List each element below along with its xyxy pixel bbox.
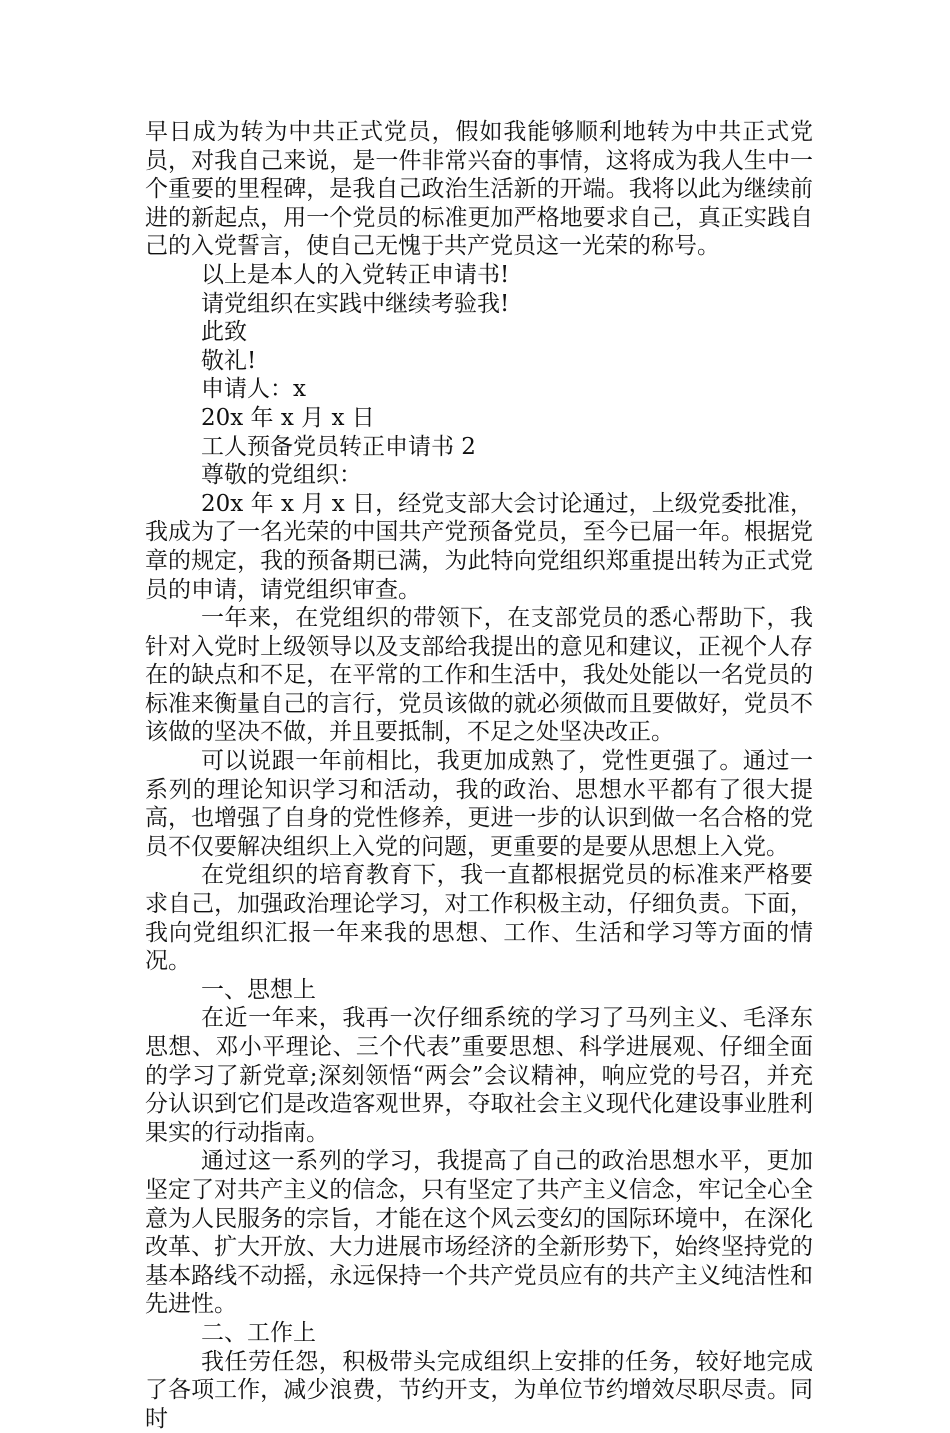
section-title: 工人预备党员转正申请书 2 bbox=[201, 433, 476, 460]
paragraph-closing-statement: 以上是本人的入党转正申请书! bbox=[201, 261, 510, 288]
greeting: 尊敬的党组织： bbox=[201, 462, 362, 489]
paragraph: 通过这一系列的学习，我提高了自己的政治思想水平，更加坚定了对共产主义的信念，只有坚定了共产主义信念，牢记全心全意为人民服务的宗旨，才能在这个风云变幻的国际环境中，在深化改革、扩大开放、大力进展市场经济的全新形势下，始终坚持党的基本路线不动摇，永远保持一个共产党员应有的共产主义纯洁性和先进性。 bbox=[145, 1148, 813, 1318]
paragraph: 20x 年 x 月 x 日，经党支部大会讨论通过，上级党委批准，我成为了一名光荣的中国共产党预备党员，至今已届一年。根据党章的规定，我的预备期已满，为此特向党组织郑重提出转为正式党员的申请，请党组织审查。 bbox=[145, 490, 813, 603]
paragraph: 在近一年来，我再一次仔细系统的学习了马列主义、毛泽东思想、邓小平理论、三个代表”重要思想、科学进展观、仔细全面的学习了新党章;深刻领悟“两会”会议精神，响应党的号召，并充分认识到它们是改造客观世界，夺取社会主义现代化建设事业胜利果实的行动指南。 bbox=[145, 1005, 813, 1146]
salutation-cizhi: 此致 bbox=[201, 319, 247, 346]
paragraph-continuation: 早日成为转为中共正式党员，假如我能够顺利地转为中共正式党员，对我自己来说，是一件非常兴奋的事情，这将成为我人生中一个重要的里程碑，是我自己政治生活新的开端。我将以此为继续前进的新起点，用一个党员的标准更加严格地要求自己，真正实践自己的入党誓言，使自己无愧于共产党员这一光荣的称号。 bbox=[145, 119, 813, 260]
document-page bbox=[145, 118, 813, 1433]
date-line: 20x 年 x 月 x 日 bbox=[201, 404, 375, 431]
paragraph: 可以说跟一年前相比，我更加成熟了，党性更强了。通过一系列的理论知识学习和活动，我的政治、思想水平都有了很大提高，也增强了自身的党性修养，更进一步的认识到做一名合格的党员不仅要解决组织上入党的问题，更重要的是要从思想上入党。 bbox=[145, 748, 813, 860]
applicant-line: 申请人：x bbox=[201, 376, 306, 403]
heading-thought: 一、思想上 bbox=[201, 976, 316, 1003]
paragraph: 我任劳任怨，积极带头完成组织上安排的任务，较好地完成了各项工作，减少浪费，节约开支，为单位节约增效尽职尽责。同时 bbox=[145, 1348, 813, 1432]
paragraph: 一年来，在党组织的带领下，在支部党员的悉心帮助下，我针对入党时上级领导以及支部给我提出的意见和建议，正视个人存在的缺点和不足，在平常的工作和生活中，我处处能以一名党员的标准来衡量自己的言行，党员该做的就必须做而且要做好，党员不该做的坚决不做，并且要抵制，不足之处坚决改正。 bbox=[145, 605, 813, 746]
paragraph-request: 请党组织在实践中继续考验我! bbox=[201, 290, 510, 317]
paragraph: 在党组织的培育教育下，我一直都根据党员的标准来严格要求自己，加强政治理论学习，对工作积极主动，仔细负责。下面，我向党组织汇报一年来我的思想、工作、生活和学习等方面的情况。 bbox=[145, 862, 813, 975]
salutation-jingli: 敬礼! bbox=[201, 347, 257, 374]
heading-work: 二、工作上 bbox=[201, 1319, 316, 1346]
